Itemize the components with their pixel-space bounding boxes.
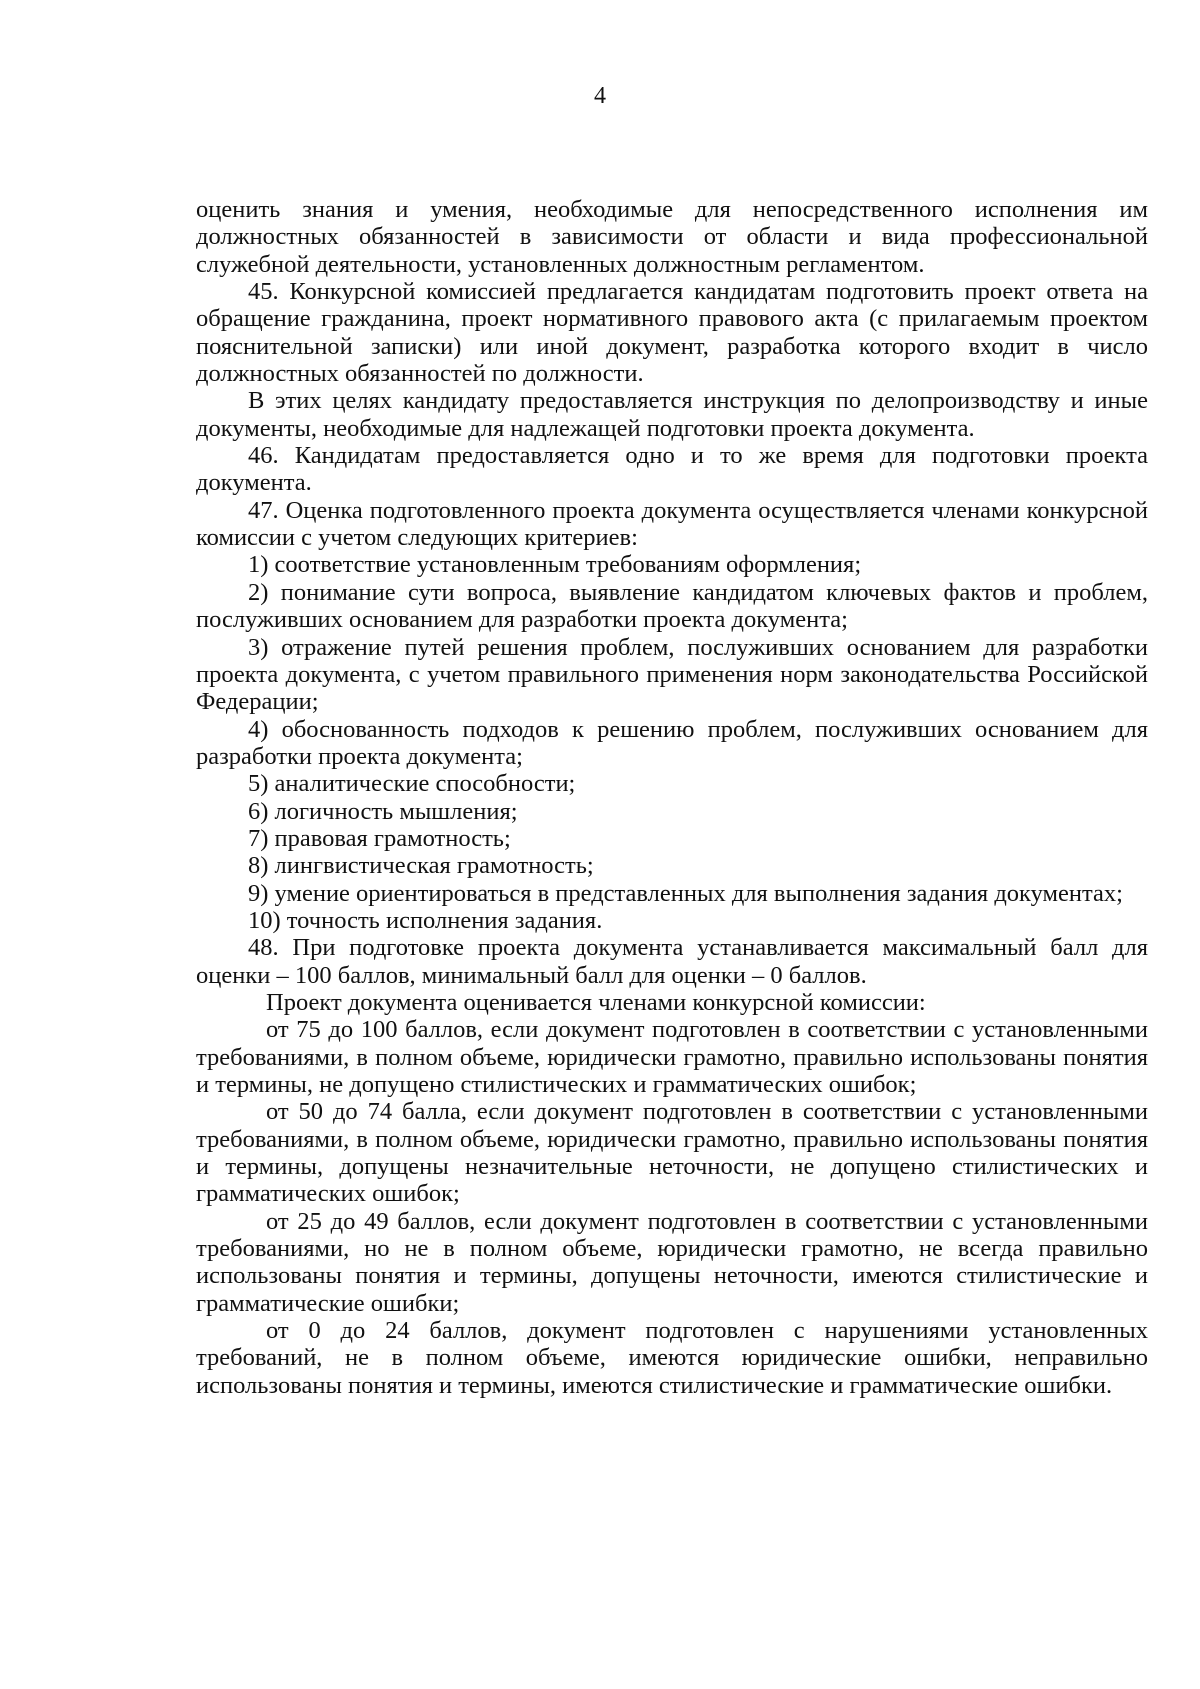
paragraph-continuation: оценить знания и умения, необходимые для непосредственного исполнения им должностных обязанностей в зависимости от области и вида профессиональной служебной деятельности, установленных должностным регламентом. <box>196 196 1148 278</box>
score-range-25-49: от 25 до 49 баллов, если документ подготовлен в соответствии с установленными требованиями, но не в полном объеме, юридически грамотно, не всегда правильно использованы понятия и термины, допущены неточности, имеются стилистические и грамматические ошибки; <box>196 1207 1148 1317</box>
paragraph-46: 46. Кандидатам предоставляется одно и то же время для подготовки проекта документа. <box>196 442 1148 497</box>
document-body <box>196 196 1148 1399</box>
page-number: 4 <box>594 83 606 109</box>
criterion-5: 5) аналитические способности; <box>248 770 576 798</box>
paragraph-47: 47. Оценка подготовленного проекта документа осуществляется членами конкурсной комиссии с учетом следующих критериев: <box>196 496 1148 552</box>
paragraph-45: 45. Конкурсной комиссией предлагается кандидатам подготовить проект ответа на обращение гражданина, проект нормативного правового акта (с прилагаемым проектом пояснительной записки) или иной документ, разработка которого входит в число должностных обязанностей по должности. <box>196 278 1148 388</box>
criterion-6: 6) логичность мышления; <box>248 797 518 825</box>
paragraph-48: 48. При подготовке проекта документа устанавливается максимальный балл для оценки – 100 баллов, минимальный балл для оценки – 0 баллов. <box>196 934 1148 989</box>
criterion-2: 2) понимание сути вопроса, выявление кандидатом ключевых фактов и проблем, послуживших основанием для разработки проекта документа; <box>196 578 1148 634</box>
criterion-4: 4) обоснованность подходов к решению проблем, послуживших основанием для разработки проекта документа; <box>196 715 1148 770</box>
score-range-75-100: от 75 до 100 баллов, если документ подготовлен в соответствии с установленными требованиями, в полном объеме, юридически грамотно, правильно использованы понятия и термины, не допущено стилистических и грамматических ошибок; <box>196 1016 1148 1098</box>
paragraph-scoring-intro: Проект документа оценивается членами конкурсной комиссии: <box>266 988 926 1016</box>
criterion-10: 10) точность исполнения задания. <box>248 906 603 934</box>
criterion-1: 1) соответствие установленным требованиям оформления; <box>248 551 862 579</box>
criterion-7: 7) правовая грамотность; <box>248 824 511 852</box>
criterion-9: 9) умение ориентироваться в представленных для выполнения задания документах; <box>248 879 1123 907</box>
criterion-3: 3) отражение путей решения проблем, послуживших основанием для разработки проекта документа, с учетом правильного применения норм законодательства Российской Федерации; <box>196 633 1148 716</box>
criterion-8: 8) лингвистическая грамотность; <box>248 852 594 880</box>
score-range-50-74: от 50 до 74 балла, если документ подготовлен в соответствии с установленными требованиями, в полном объеме, юридически грамотно, правильно использованы понятия и термины, допущены незначительные неточности, не допущено стилистических и грамматических ошибок; <box>196 1098 1148 1208</box>
paragraph-instructions: В этих целях кандидату предоставляется инструкция по делопроизводству и иные документы, необходимые для надлежащей подготовки проекта документа. <box>196 387 1148 442</box>
score-range-0-24: от 0 до 24 баллов, документ подготовлен с нарушениями установленных требований, не в полном объеме, имеются юридические ошибки, неправильно использованы понятия и термины, имеются стилистические и грамматические ошибки. <box>196 1317 1148 1399</box>
